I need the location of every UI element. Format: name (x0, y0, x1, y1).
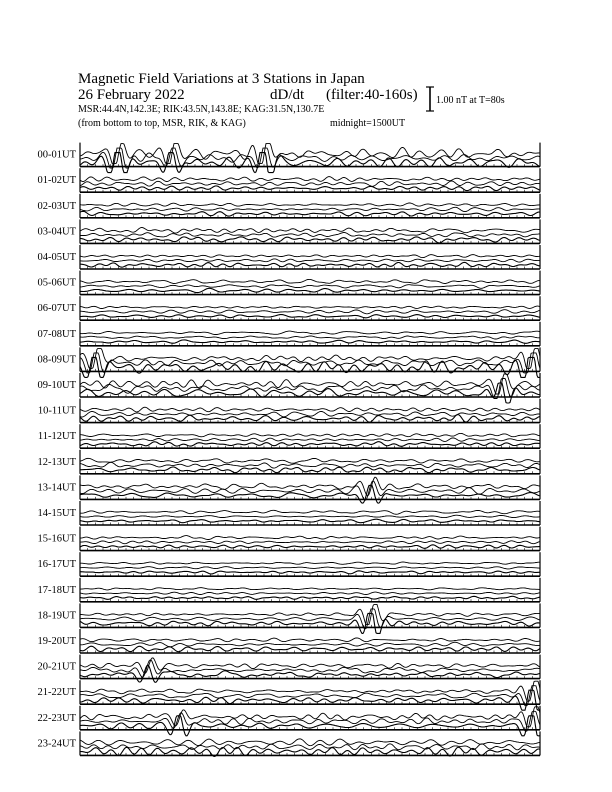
hour-row (38, 450, 541, 474)
hour-row (38, 578, 541, 602)
trace-rik (80, 336, 540, 339)
trace-kag (80, 596, 540, 599)
trace-msr (80, 407, 540, 412)
station-order-note: (from bottom to top, MSR, RIK, & KAG) (78, 118, 246, 129)
trace-kag (80, 288, 540, 292)
row-label: 19-20UT (37, 636, 76, 647)
row-label: 06-07UT (37, 303, 76, 315)
trace-rik (80, 541, 540, 544)
row-label: 11-12UT (37, 431, 76, 443)
row-label: 03-04UT (37, 226, 76, 238)
row-label: 02-03UT (37, 200, 76, 212)
row-label: 12-13UT (37, 456, 76, 468)
row-label: 14-15UT (37, 508, 76, 519)
hour-row (38, 271, 541, 295)
trace-rik (80, 438, 540, 442)
trace-msr (80, 638, 540, 642)
hour-row (38, 680, 541, 710)
trace-msr (80, 739, 540, 746)
trace-msr (80, 562, 540, 564)
hour-row (38, 296, 541, 320)
row-label: 00-01UT (37, 149, 76, 161)
trace-rik (80, 310, 540, 314)
trace-kag (80, 357, 540, 377)
trace-msr (80, 433, 540, 436)
row-label: 23-24UT (37, 738, 76, 750)
trace-msr (80, 331, 540, 334)
trace-kag (80, 262, 540, 267)
trace-msr (80, 536, 540, 540)
station-coordinates: MSR:44.4N,142.3E; RIK:43.5N,143.8E; KAG:31.5N,130.7E (78, 104, 325, 115)
row-label: 15-16UT (37, 533, 76, 545)
hour-row (38, 373, 541, 403)
row-label: 20-21UT (37, 661, 76, 673)
row-label: 05-06UT (37, 277, 76, 289)
row-label: 13-14UT (37, 482, 76, 494)
trace-rik (80, 233, 540, 238)
row-label: 16-17UT (37, 559, 76, 571)
trace-msr (80, 177, 540, 182)
trace-rik (80, 515, 540, 517)
trace-rik (80, 642, 540, 647)
hour-row (38, 552, 541, 576)
trace-kag (80, 690, 540, 710)
trace-kag (80, 519, 540, 523)
hour-row (38, 527, 541, 551)
trace-kag (80, 665, 540, 682)
hour-row (38, 629, 541, 653)
trace-rik (80, 259, 540, 262)
hour-row (38, 501, 541, 525)
trace-msr (80, 588, 540, 590)
row-label: 17-18UT (37, 584, 76, 596)
chart-date: 26 February 2022 (78, 87, 185, 103)
trace-msr (80, 279, 540, 283)
trace-msr (80, 604, 540, 624)
hour-row (38, 706, 541, 736)
trace-msr (80, 306, 540, 308)
trace-kag (80, 340, 540, 343)
trace-rik (80, 567, 540, 569)
trace-msr (80, 203, 540, 206)
trace-rik (80, 462, 540, 468)
trace-rik (80, 285, 540, 289)
hour-row (38, 194, 541, 218)
trace-kag (80, 545, 540, 549)
trace-kag (80, 315, 540, 318)
trace-kag (80, 442, 540, 447)
trace-msr (80, 228, 540, 234)
hour-row (38, 245, 541, 269)
hour-row (38, 424, 540, 448)
hour-row (38, 603, 541, 633)
hour-row (38, 475, 541, 503)
chart-title: Magnetic Field Variations at 3 Stations in Japan (78, 71, 365, 87)
hour-row (38, 219, 541, 243)
trace-kag (80, 571, 540, 574)
trace-kag (80, 613, 540, 633)
local-midnight-note: midnight=1500UT (330, 118, 406, 129)
trace-msr (80, 255, 540, 258)
hour-row (38, 731, 541, 756)
row-label: 22-23UT (37, 712, 76, 724)
row-label: 21-22UT (37, 687, 76, 699)
hour-row (38, 347, 541, 377)
trace-rik (80, 207, 540, 211)
quantity-label: dD/dt (270, 87, 305, 103)
hour-row (38, 655, 541, 683)
row-label: 09-10UT (37, 380, 76, 391)
row-label: 18-19UT (37, 610, 76, 622)
row-label: 10-11UT (37, 405, 76, 417)
trace-msr (80, 458, 540, 463)
trace-rik (80, 181, 540, 186)
row-label: 01-02UT (37, 175, 76, 187)
trace-rik (80, 592, 540, 594)
scale-bar-label: 1.00 nT at T=80s (436, 95, 505, 106)
hour-row (38, 168, 541, 192)
trace-msr (80, 510, 540, 514)
filter-label: (filter:40-160s) (326, 87, 418, 103)
row-label: 07-08UT (37, 328, 76, 340)
row-label: 08-09UT (37, 354, 76, 366)
hour-row (38, 143, 541, 173)
hour-row (38, 322, 541, 346)
row-label: 04-05UT (37, 252, 76, 263)
hour-row (38, 399, 540, 423)
